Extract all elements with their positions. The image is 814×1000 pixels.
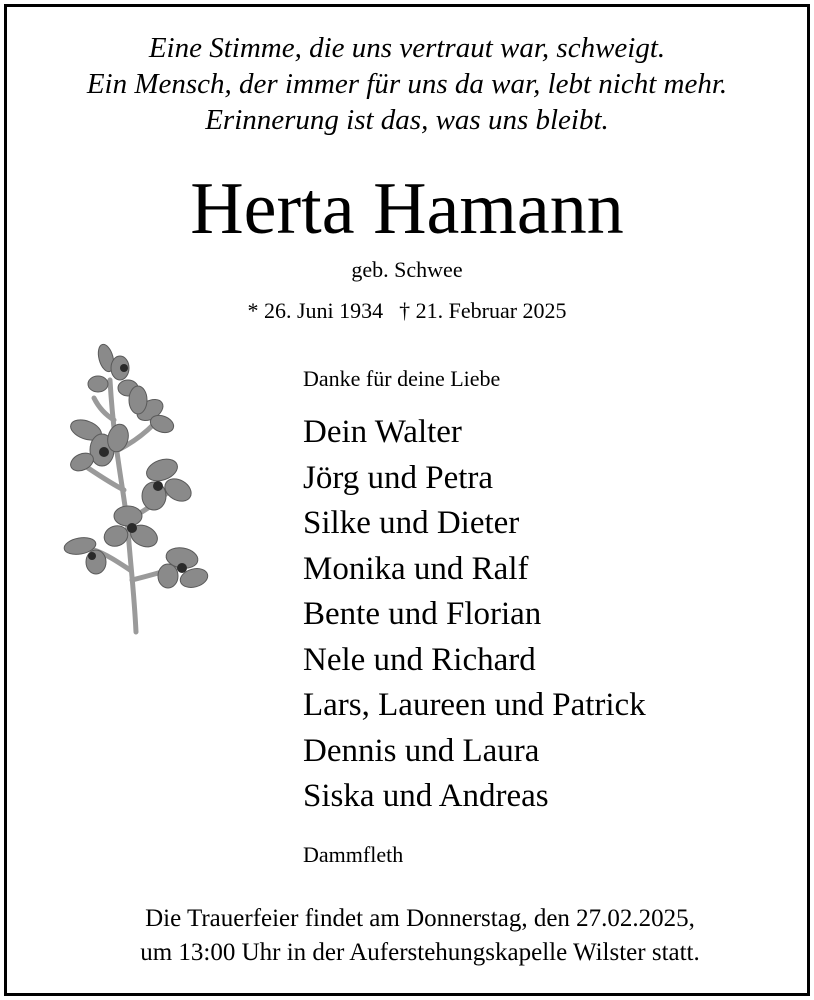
list-item: Lars, Laureen und Patrick — [303, 687, 646, 723]
poem-line: Eine Stimme, die uns vertraut war, schweigt. — [148, 32, 666, 64]
poem — [0, 30, 814, 138]
list-item: Monika und Ralf — [303, 550, 529, 587]
poem-line: Erinnerung ist das, was uns bleibt. — [205, 104, 609, 136]
list-item: Nele und Richard — [303, 641, 536, 678]
list-item: Dein Walter — [303, 414, 462, 450]
funeral-line: Die Trauerfeier findet am Donnerstag, den 27.02.2025, — [145, 905, 695, 932]
thanks-line: Danke für deine Liebe — [303, 366, 501, 391]
mourners-list — [303, 410, 646, 820]
list-item: Silke und Dieter — [303, 505, 520, 541]
birth-name: geb. Schwee — [351, 257, 463, 282]
deceased-name: Herta Hamann — [190, 168, 624, 250]
poem-line: Ein Mensch, der immer für uns da war, lebt nicht mehr. — [86, 68, 728, 100]
birth-date: * 26. Juni 1934 — [247, 298, 384, 323]
orchid-branch-icon — [58, 340, 218, 636]
funeral-line: um 13:00 Uhr in der Auferstehungskapelle Wilster statt. — [140, 939, 700, 966]
place-name: Dammfleth — [303, 842, 404, 867]
funeral-notice — [0, 902, 814, 970]
life-dates — [0, 296, 814, 326]
death-date: † 21. Februar 2025 — [399, 298, 567, 323]
list-item: Dennis und Laura — [303, 732, 540, 769]
list-item: Siska und Andreas — [303, 778, 549, 814]
list-item: Bente und Florian — [303, 596, 542, 632]
list-item: Jörg und Petra — [303, 459, 494, 496]
